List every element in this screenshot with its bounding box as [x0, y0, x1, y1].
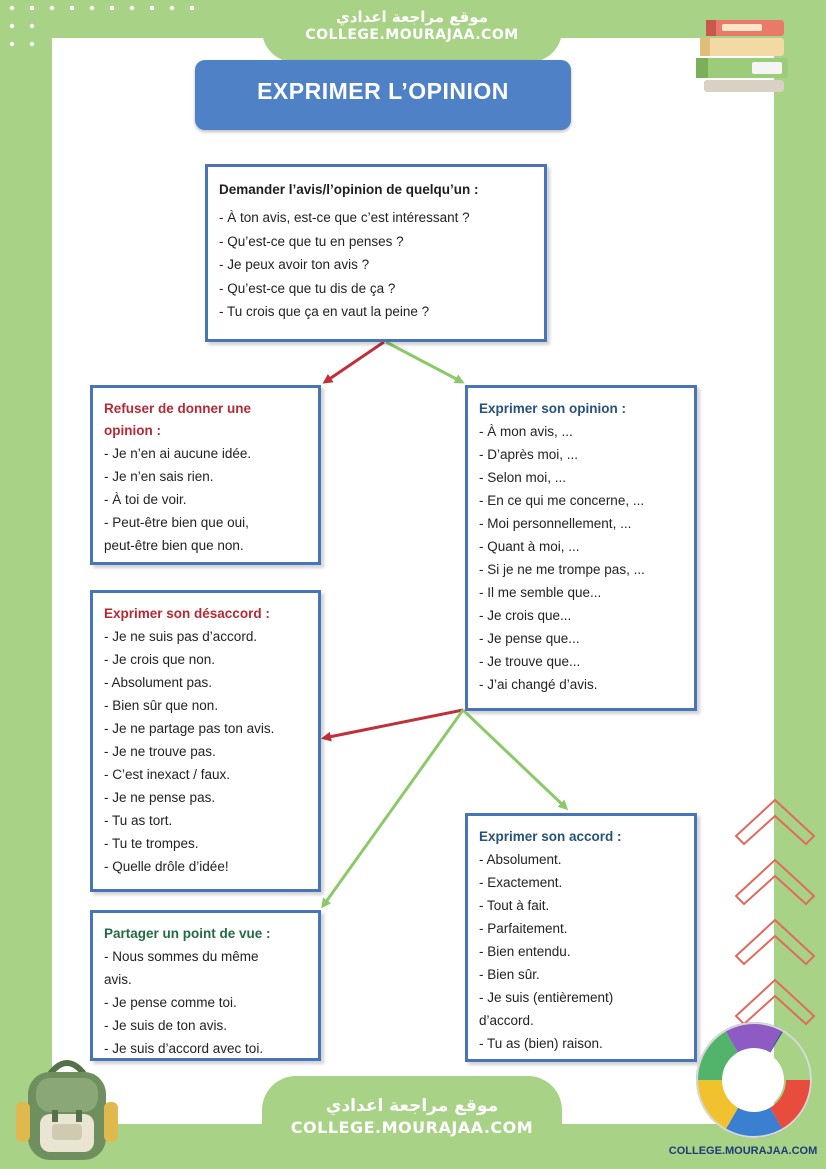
- list-item: - Je n’en sais rien.: [104, 469, 214, 484]
- list-item: peut-être bien que non.: [104, 538, 244, 553]
- list-item: - Tu as tort.: [104, 813, 173, 828]
- site-name-arabic: موقع مراجعة اعدادي: [336, 8, 488, 26]
- list-item: - Peut-être bien que oui,: [104, 515, 249, 530]
- box-share-point-of-view: [90, 910, 321, 1061]
- list-item: - Absolument pas.: [104, 675, 213, 690]
- list-item: - Il me semble que...: [479, 585, 602, 600]
- list-item: - C’est inexact / faux.: [104, 767, 231, 782]
- backpack-icon: [12, 1052, 122, 1164]
- list-item: - Je trouve que...: [479, 654, 581, 669]
- list-item: - À mon avis, ...: [479, 424, 573, 439]
- list-item: - Je ne partage pas ton avis.: [104, 721, 275, 736]
- footer-banner: [262, 1076, 562, 1169]
- list-item: - Quant à moi, ...: [479, 539, 580, 554]
- list-item: - Je crois que...: [479, 608, 572, 623]
- header-banner: [262, 0, 562, 62]
- box-express-disagreement: [90, 590, 321, 892]
- list-item: - À ton avis, est-ce que c’est intéressant ?: [219, 210, 470, 225]
- list-item: - Quelle drôle d’idée!: [104, 859, 229, 874]
- list-item: - Je suis (entièrement): [479, 990, 614, 1005]
- box-express-agreement: [465, 813, 697, 1062]
- list-item: - Tu as (bien) raison.: [479, 1036, 603, 1051]
- box-heading: Partager un point de vue :: [104, 926, 271, 941]
- box-heading: Demander l’avis/l’opinion de quelqu’un :: [219, 182, 479, 197]
- list-item: - Exactement.: [479, 875, 563, 890]
- logo-caption: COLLEGE.MOURAJAA.COM: [668, 1145, 818, 1157]
- site-name-arabic: موقع مراجعة اعدادي: [325, 1096, 499, 1116]
- list-item: - D’après moi, ...: [479, 447, 579, 462]
- list-item: - Qu’est-ce que tu en penses ?: [219, 233, 404, 249]
- list-item: - Je pense que...: [479, 631, 580, 646]
- list-item: - Je ne pense pas.: [104, 790, 216, 805]
- list-item: - Absolument.: [479, 852, 562, 867]
- list-item: - Tu te trompes.: [104, 836, 199, 851]
- list-item: - Parfaitement.: [479, 921, 568, 936]
- chevron-up-icon: [732, 792, 818, 1032]
- subjects-ring-logo: [694, 1020, 814, 1140]
- box-heading: Exprimer son désaccord :: [104, 606, 270, 621]
- list-item: - Bien sûr que non.: [104, 698, 219, 713]
- list-item: - Je suis d’accord avec toi.: [104, 1041, 264, 1056]
- box-ask-opinion: [205, 164, 547, 342]
- list-item: - Je pense comme toi.: [104, 995, 237, 1010]
- list-item: - Bien entendu.: [479, 944, 571, 959]
- list-item: - Je n’en ai aucune idée.: [104, 446, 252, 461]
- list-item: - Bien sûr.: [479, 967, 540, 982]
- box-refuse-opinion: [90, 385, 321, 565]
- list-item: - Qu’est-ce que tu dis de ça ?: [219, 280, 396, 296]
- list-item: - Je suis de ton avis.: [104, 1018, 228, 1033]
- box-heading: opinion :: [104, 423, 161, 438]
- list-item: - Je ne suis pas d’accord.: [104, 629, 258, 644]
- books-stack-icon: [692, 12, 800, 96]
- list-item: - Moi personnellement, ...: [479, 516, 632, 531]
- list-item: - Si je ne me trompe pas, ...: [479, 562, 645, 577]
- box-heading: Exprimer son accord :: [479, 829, 622, 844]
- list-item: - Je ne trouve pas.: [104, 744, 216, 759]
- page-title: EXPRIMER L’OPINION: [195, 60, 571, 130]
- box-heading: Exprimer son opinion :: [479, 401, 627, 416]
- list-item: - Selon moi, ...: [479, 470, 567, 485]
- list-item: - J’ai changé d’avis.: [479, 677, 598, 692]
- site-url: COLLEGE.MOURAJAA.COM: [305, 27, 519, 43]
- list-item: d’accord.: [479, 1013, 534, 1028]
- list-item: - Nous sommes du même: [104, 949, 259, 964]
- list-item: - Tout à fait.: [479, 898, 550, 913]
- site-url: COLLEGE.MOURAJAA.COM: [290, 1118, 534, 1137]
- box-heading: Refuser de donner une: [104, 401, 252, 416]
- list-item: - À toi de voir.: [104, 492, 187, 507]
- box-express-opinion: [465, 385, 697, 711]
- list-item: avis.: [104, 972, 132, 987]
- list-item: - En ce qui me concerne, ...: [479, 493, 645, 508]
- list-item: - Je crois que non.: [104, 652, 216, 667]
- list-item: - Tu crois que ça en vaut la peine ?: [219, 304, 430, 319]
- list-item: - Je peux avoir ton avis ?: [219, 257, 370, 272]
